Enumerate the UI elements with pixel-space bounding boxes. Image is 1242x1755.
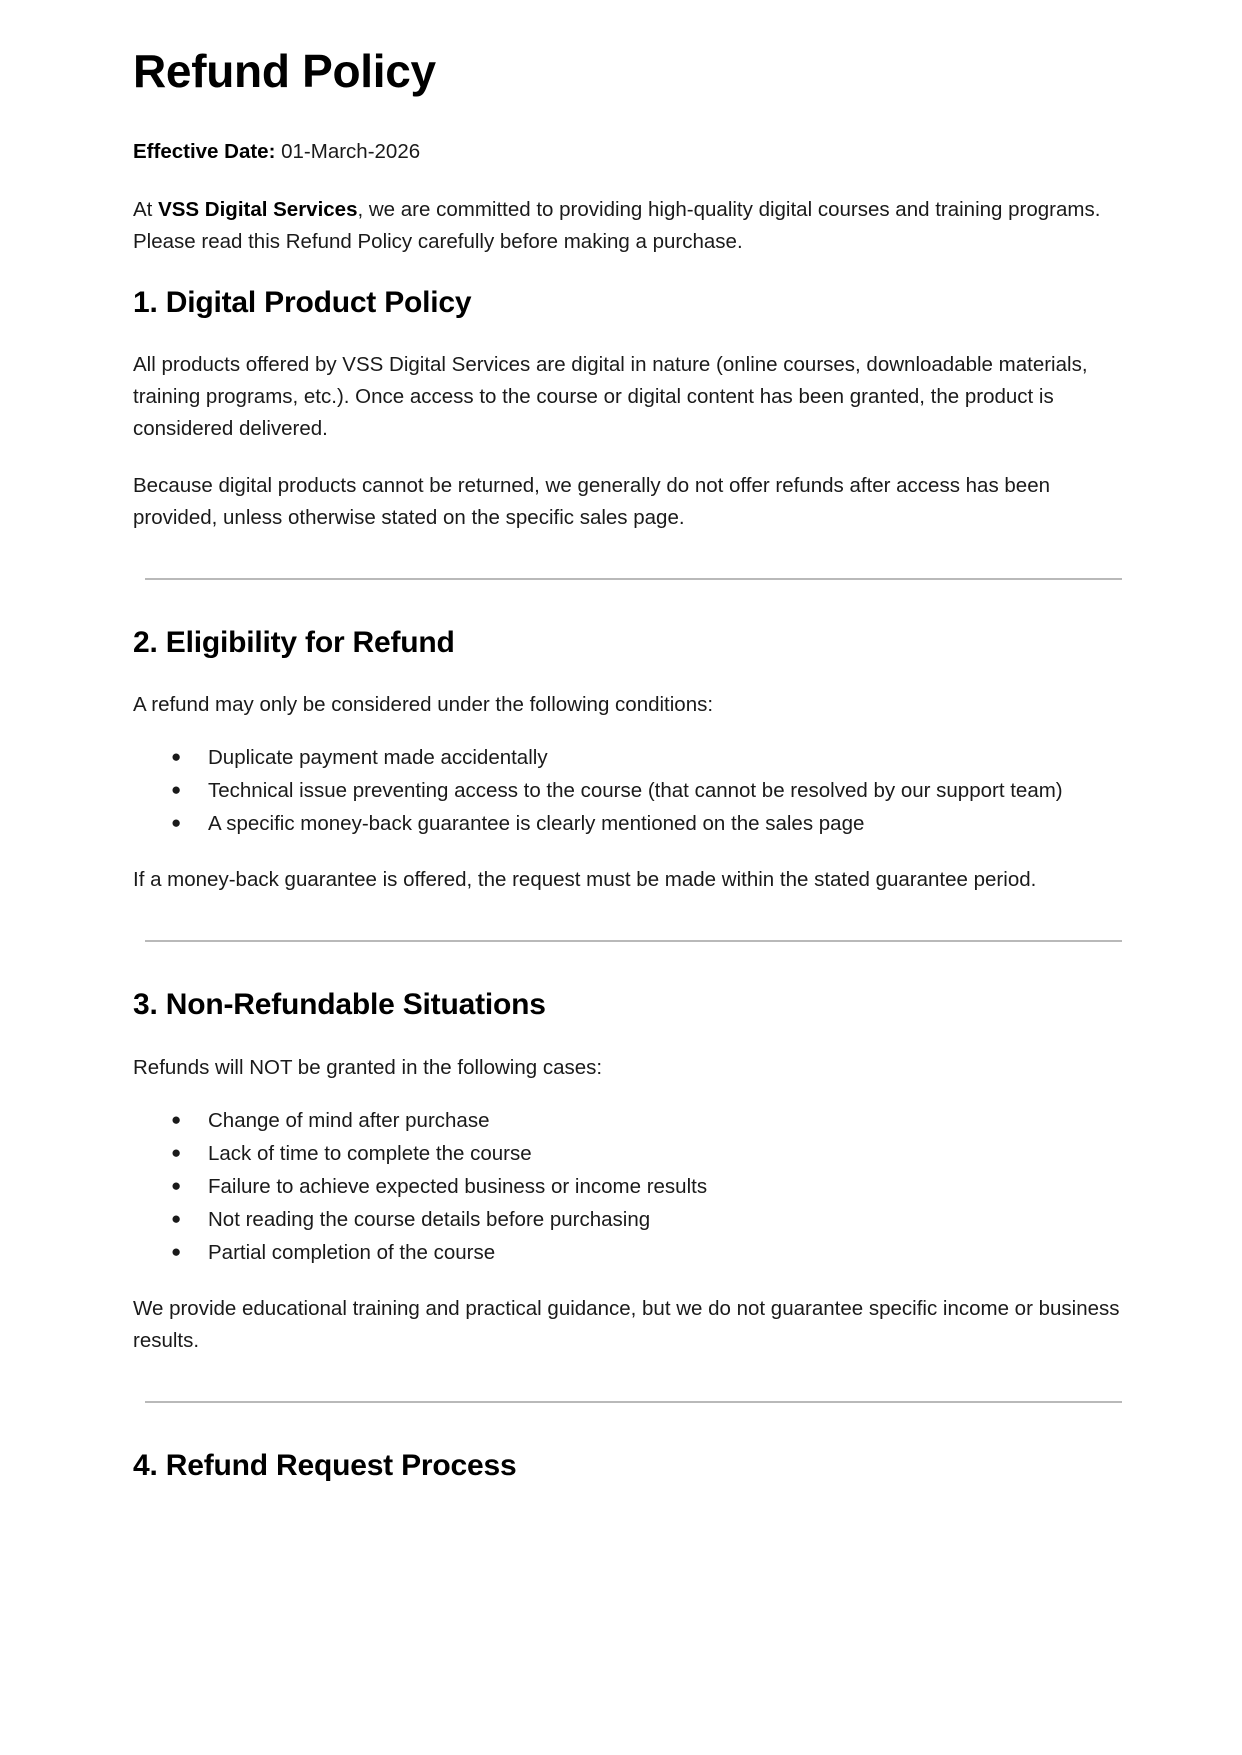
list-item xyxy=(171,1139,1122,1168)
section-heading-2: 2. Eligibility for Refund xyxy=(133,625,455,659)
section-3-closing: We provide educational training and practical guidance, but we do not guarantee specific income or business results. xyxy=(133,1297,1120,1352)
section-heading-3: 3. Non-Refundable Situations xyxy=(133,988,546,1022)
list-item xyxy=(171,809,1122,838)
section-divider-2 xyxy=(145,940,1122,942)
bullet-icon: ● xyxy=(171,1241,182,1261)
list-item xyxy=(171,1205,1122,1234)
list-item xyxy=(171,743,1122,772)
effective-date-label: Effective Date: xyxy=(133,140,276,164)
bullet-icon: ● xyxy=(171,1175,182,1195)
effective-date-line xyxy=(133,136,1122,168)
list-item xyxy=(171,1172,1122,1201)
bullet-icon: ● xyxy=(171,780,182,800)
section-2-intro: A refund may only be considered under the following conditions: xyxy=(133,693,714,717)
section-heading-1: 1. Digital Product Policy xyxy=(133,285,472,319)
section-heading-4: 4. Refund Request Process xyxy=(133,1448,517,1482)
list-item xyxy=(171,776,1122,805)
list-item-text: A specific money-back guarantee is clearly mentioned on the sales page xyxy=(208,812,865,836)
company-name: VSS Digital Services xyxy=(158,198,358,222)
list-item-text: Partial completion of the course xyxy=(208,1240,496,1264)
section-divider-3 xyxy=(145,1401,1122,1403)
list-item-text: Not reading the course details before purchasing xyxy=(208,1207,651,1231)
section-1-paragraph-2: Because digital products cannot be returned, we generally do not offer refunds after access has been provided, unless otherwise stated on the specific sales page. xyxy=(133,474,1051,530)
section-2-bullet-list xyxy=(133,743,1122,838)
bullet-icon: ● xyxy=(171,1142,182,1162)
effective-date-value: 01-March-2026 xyxy=(275,140,421,164)
list-item xyxy=(171,1106,1122,1135)
list-item-text: Lack of time to complete the course xyxy=(208,1141,532,1165)
intro-paragraph xyxy=(133,194,1122,258)
list-item-text: Change of mind after purchase xyxy=(208,1108,490,1132)
section-divider-1 xyxy=(145,578,1122,580)
intro-rest: , we are committed to providing high-quality digital courses and training programs. Please read this Refund Policy carefully before making a purchase. xyxy=(133,198,1101,253)
bullet-icon: ● xyxy=(171,813,182,833)
list-item-text: Failure to achieve expected business or income results xyxy=(208,1174,708,1198)
section-3-bullet-list xyxy=(133,1106,1122,1268)
bullet-icon: ● xyxy=(171,1109,182,1129)
section-2-closing: If a money-back guarantee is offered, the request must be made within the stated guarantee period. xyxy=(133,868,1037,892)
section-3-intro: Refunds will NOT be granted in the following cases: xyxy=(133,1055,603,1079)
list-item xyxy=(171,1238,1122,1267)
page-title: Refund Policy xyxy=(133,45,436,97)
bullet-icon: ● xyxy=(171,747,182,767)
list-item-text: Duplicate payment made accidentally xyxy=(208,746,548,770)
intro-lead: At xyxy=(133,198,159,222)
section-1-paragraph-1: All products offered by VSS Digital Services are digital in nature (online courses, downloadable materials, training programs, etc.). Once access to the course or digital content has been granted, the product is considered delivered. xyxy=(133,353,1088,440)
bullet-icon: ● xyxy=(171,1208,182,1228)
list-item-text: Technical issue preventing access to the course (that cannot be resolved by our support team) xyxy=(208,779,1063,803)
